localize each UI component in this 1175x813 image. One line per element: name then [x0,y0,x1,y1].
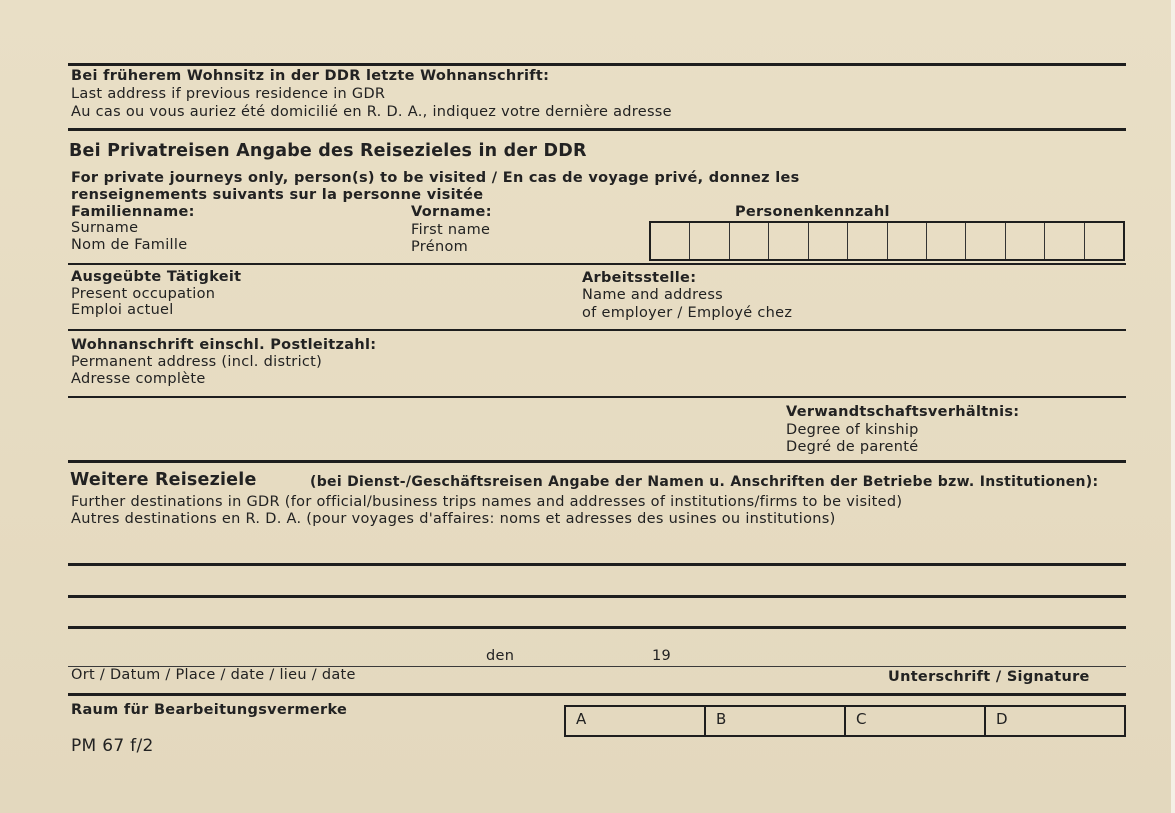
personenkennzahl-cell[interactable] [1044,223,1083,259]
rule-name [68,263,1126,265]
personenkennzahl-label: Personenkennzahl [735,204,890,220]
write-line-3 [68,626,1126,629]
rule-kinship [68,460,1126,463]
address-label-de: Wohnanschrift einschl. Postleitzahl: [71,337,377,353]
firstname-label-en: First name [411,222,491,238]
previous-address-label-de: Bei früherem Wohnsitz in der DDR letzte Wohnanschrift: [71,68,550,84]
personenkennzahl-cell[interactable] [965,223,1004,259]
address-label-fr: Adresse complète [71,371,206,387]
occupation-label-fr: Emploi actuel [71,302,174,318]
year-label: 19 [652,648,672,664]
surname-label-de: Familienname: [71,204,195,220]
further-destinations-heading: Weitere Reiseziele [70,470,257,490]
private-journey-sub1: For private journeys only, person(s) to be visited / En cas de voyage privé, donnez les [71,170,800,186]
office-box-d[interactable]: D [984,707,1124,735]
signature-label: Unterschrift / Signature [888,669,1090,685]
personenkennzahl-cell[interactable] [887,223,926,259]
address-label-en: Permanent address (incl. district) [71,354,323,370]
surname-label-fr: Nom de Famille [71,237,188,253]
previous-address-label-en: Last address if previous residence in GDR [71,86,386,102]
personenkennzahl-cell[interactable] [689,223,728,259]
rule-previous-address [68,128,1126,131]
occupation-label-de: Ausgeübte Tätigkeit [71,269,242,285]
surname-label-en: Surname [71,220,139,236]
rule-address [68,396,1126,398]
rule-occupation [68,329,1126,331]
form-code: PM 67 f/2 [71,736,154,756]
place-date-label: Ort / Datum / Place / date / lieu / date [71,667,356,683]
kinship-label-de: Verwandtschaftsverhältnis: [786,404,1020,420]
kinship-label-fr: Degré de parenté [786,439,919,455]
firstname-label-fr: Prénom [411,239,469,255]
write-line-2 [68,595,1126,598]
occupation-label-en: Present occupation [71,286,216,302]
personenkennzahl-cell[interactable] [926,223,965,259]
employer-label-en: Name and address [582,287,724,303]
further-destinations-note: (bei Dienst-/Geschäftsreisen Angabe der Namen u. Anschriften der Betriebe bzw. Institutionen): [310,474,1099,490]
further-destinations-en: Further destinations in GDR (for official/business trips names and addresses of institutions/firms to be visited) [71,494,903,510]
personenkennzahl-cell[interactable] [651,223,689,259]
personenkennzahl-cell[interactable] [768,223,807,259]
office-boxes [564,705,1126,737]
private-journey-heading: Bei Privatreisen Angabe des Reisezieles in der DDR [69,141,587,161]
office-box-c[interactable]: C [844,707,984,735]
office-box-a[interactable]: A [576,710,587,728]
personenkennzahl-cell[interactable] [1005,223,1044,259]
paper-edge [1171,0,1175,813]
write-line-1 [68,563,1126,566]
office-box-b[interactable]: B [704,707,844,735]
office-label: Raum für Bearbeitungsvermerke [71,702,348,718]
personenkennzahl-cell[interactable] [847,223,886,259]
firstname-label-de: Vorname: [411,204,492,220]
kinship-label-en: Degree of kinship [786,422,919,438]
rule-top [68,63,1126,66]
previous-address-label-fr: Au cas ou vous auriez été domicilié en R. D. A., indiquez votre dernière adresse [71,104,672,120]
personenkennzahl-cell[interactable] [808,223,847,259]
personenkennzahl-cell[interactable] [1084,223,1123,259]
rule-office [68,693,1126,696]
further-destinations-fr: Autres destinations en R. D. A. (pour voyages d'affaires: noms et adresses des usines ou institutions) [71,511,836,527]
private-journey-sub2: renseignements suivants sur la personne visitée [71,187,484,203]
personenkennzahl-cell[interactable] [729,223,768,259]
personenkennzahl-boxes[interactable] [649,221,1125,261]
employer-label-de: Arbeitsstelle: [582,270,697,286]
den-label: den [486,648,515,664]
employer-label-fr: of employer / Employé chez [582,305,793,321]
